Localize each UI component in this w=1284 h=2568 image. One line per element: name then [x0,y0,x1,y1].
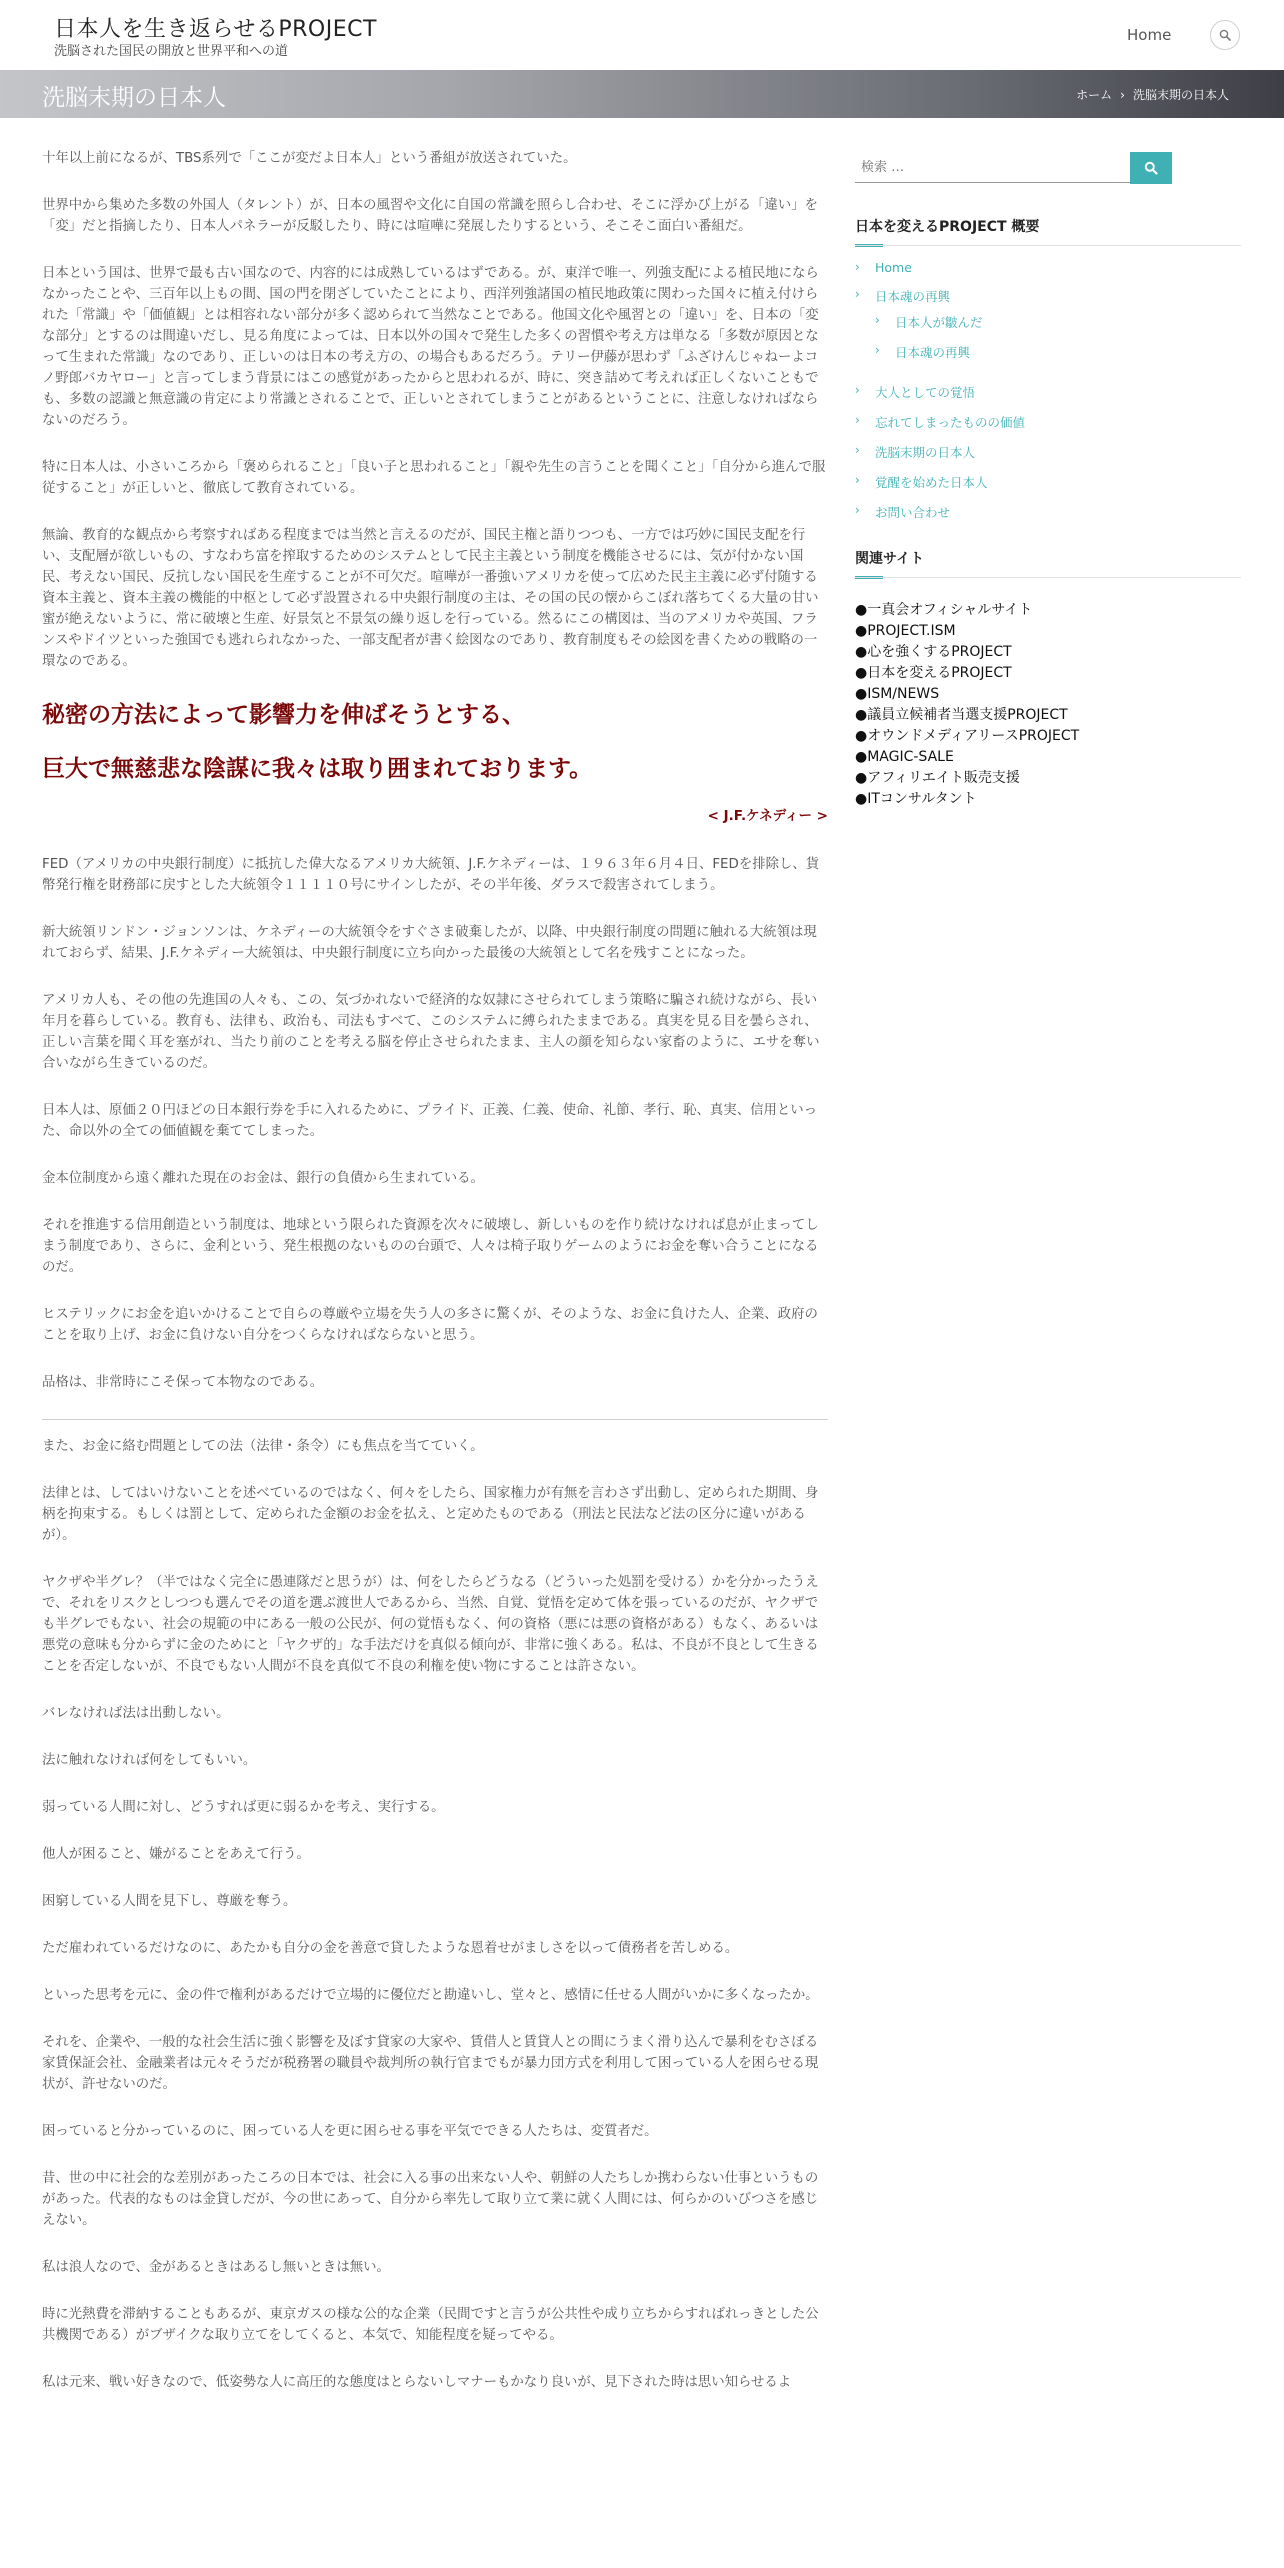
menu-item-label: 洗脳末期の日本人 [875,445,976,460]
quote-author: < J.F.ケネディー > [707,808,828,824]
article-paragraph: 新大統領リンドン・ジョンソンは、ケネディーの大統領令をすぐさま破棄したが、以降、中央銀行制度の問題に触れる大統領は現れておらず、結果、J.F.ケネディー大統領は、中央銀行制度に立ち向かった最後の大統領として名を残すことになった。 [42,925,817,961]
article-paragraph: ヤクザや半グレ？（半ではなく完全に愚連隊だと思うが）は、何をしたらどうなる（どういった処罰を受ける）かを分かったうえで、それをリスクとしつつも選んでその道を選ぶ渡世人であるから、当然、自覚、覚悟を定めて体を張っているのだが、ヤクザでも半グレでもない、社会の規範の中にある一般の公民が、何の覚悟もなく、何の資格（悪には悪の資格がある）もなく、あるいは悪党の意味も分からずに金のためにと「ヤクザ的」な手法だけを真似る傾向が、非常に強くある。私は、不良が不良として生きることを否定しないが、不良でもない人間が不良を真似て不良の利権を使い物にすることは許さない。 [42,1575,819,1674]
related-link[interactable]: ●ITコンサルタント [855,791,977,807]
article-paragraph: FED（アメリカの中央銀行制度）に抵抗した偉大なるアメリカ大統領、J.F.ケネディーは、１９６３年６月４日、FEDを排除し、貨幣発行権を財務部に戻すとした大統領令１１１１０号にサインしたが、その半年後、ダラスで殺害されてしまう。 [42,857,820,893]
article-content [42,148,828,2419]
article-paragraph: ヒステリックにお金を追いかけることで自らの尊厳や立場を失う人の多さに驚くが、そのような、お金に負けた人、企業、政府のことを取り上げ、お金に負けない自分をつくらなければならないと思う。 [42,1307,818,1343]
article-paragraph: それを、企業や、一般的な社会生活に強く影響を及ぼす貸家の大家や、賃借人と賃貸人との間にうまく滑り込んで暴利をむさぼる家賃保証会社、金融業者は元々そうだが税務署の職員や裁判所の執行官までもが暴力団方式を利用して困っている人を困らせる現状が、許せないのだ。 [42,2035,819,2092]
chevron-right-icon: › [855,383,860,397]
quote-line: 巨大で無慈悲な陰謀に我々は取り囲まれております。 [42,756,593,782]
menu-item-label: 忘れてしまったものの価値 [875,415,1026,430]
related-link[interactable]: ●議員立候補者当選支援PROJECT [855,707,1068,723]
article-paragraph: また、お金に絡む問題としての法（法律・条令）にも焦点を当てていく。 [42,1439,484,1454]
article-paragraph: 日本という国は、世界で最も古い国なので、内容的には成熟しているはずである。が、東洋で唯一、列強支配による植民地にならなかったことや、三百年以上もの間、国の門を閉ざしていたことにより、西洋列強諸国の植民地政策に関わった国々に植え付けられた「常識」や「価値観」とは相容れない部分が多く認められて当然なことである。他国文化や風習との「違い」を、日本の「変な部分」とするのは間違いだし、見る角度によっては、日本以外の国々で発生した多くの習慣や考え方は単なる「多数が原因となって生まれた常識」なのであり、正しいのは日本の考え方の、の場合もあるだろう。テリー伊藤が思わず「ふざけんじゃねーよコノ野郎バカヤロー」と言ってしまう背景にはこの感覚があったからと思われるが、時に、突き詰めて考えれば正しくないこともでも、多数の認識と無意識の肯定により常識とされることで、正しいとされてしまうことがあるということに、注意しなければならないのだろう。 [42,266,819,428]
menu-item-label: 日本人が皺んだ [895,315,983,330]
article-paragraph: 私は元来、戦い好きなので、低姿勢な人に高圧的な態度はとらないしマナーもかなり良いが、見下された時は思い知らせるよ [42,2375,792,2390]
article-paragraph: バレなければ法は出動しない。 [42,1706,230,1721]
menu-item-home[interactable] [855,260,1241,275]
header-search-button[interactable] [1210,20,1240,50]
quote-line: 秘密の方法によって影響力を伸ばそうとする、 [42,702,525,728]
article-paragraph: 時に光熱費を滞納することもあるが、東京ガスの様な公的な企業（民間ですと言うが公共性や成り立ちからすればれっきとした公共機関である）がブザイクな取り立てをしてくると、本気で、知能程度を疑ってやる。 [42,2307,819,2343]
menu-item-forgotten-values[interactable] [855,413,1241,431]
article-paragraph: 私は浪人なので、金があるときはあるし無いときは無い。 [42,2260,390,2275]
search-icon [1144,161,1158,175]
nav-home-link[interactable]: Home [1127,26,1172,44]
article-paragraph: といった思考を元に、金の件で権利があるだけで立場的に優位だと勘違いし、堂々と、感情に任せる人間がいかに多くなったか。 [42,1988,819,2003]
menu-item-contact[interactable] [855,503,1241,521]
breadcrumb-home[interactable]: ホーム [1076,88,1113,102]
sidebar-search-button[interactable] [1130,152,1172,184]
menu-item-revival[interactable] [855,287,1241,305]
chevron-right-icon: › [875,313,880,327]
article-paragraph: 他人が困ること、嫌がることをあえて行う。 [42,1847,310,1862]
widget-title: 日本を変えるPROJECT 概要 [855,219,1040,235]
menu-item-label: お問い合わせ [875,505,951,520]
article-paragraph: 法律とは、してはいけないことを述べているのではなく、何々をしたら、国家権力が有無を言わさず出動し、定められた期間、身柄を拘束する。もしくは罰として、定められた金額のお金を払え、と定めたものである（刑法と民法など法の区分に違いがあるが）。 [42,1486,819,1543]
menu-item-label: 大人としての覚悟 [875,385,976,400]
overview-menu [855,260,1241,521]
chevron-right-icon: › [855,443,860,457]
page-title: 洗脳末期の日本人 [42,85,226,111]
article-paragraph: 困っていると分かっているのに、困っている人を更に困らせる事を平気でできる人たちは、変質者だ。 [42,2124,658,2139]
article-paragraph: 昔、世の中に社会的な差別があったころの日本では、社会に入る事の出来ない人や、朝鮮の人たちしか携わらない仕事というものがあった。代表的なものは金貸しだが、今の世にあって、自分から率先して取り立て業に就く人間には、何らかのいびつさを感じえない。 [42,2171,819,2228]
article-paragraph: 日本人は、原価２０円ほどの日本銀行券を手に入れるために、プライド、正義、仁義、使命、礼節、孝行、恥、真実、信用といった、命以外の全ての価値観を棄ててしまった。 [42,1103,818,1139]
article-paragraph: 弱っている人間に対し、どうすれば更に弱るかを考え、実行する。 [42,1800,445,1815]
related-link[interactable]: ●PROJECT.ISM [855,623,956,639]
article-paragraph: 世界中から集めた多数の外国人（タレント）が、日本の風習や文化に自国の常識を照らし合わせ、そこに浮かび上がる「違い」を「変」だと指摘したり、日本人パネラーが反駁したり、時には喧嘩に発展したりするという、そこそこ面白い番組だ。 [42,198,818,234]
widget-project-overview [855,216,1241,533]
article-paragraph: アメリカ人も、その他の先進国の人々も、この、気づかれないで経済的な奴隷にさせられてしまう策略に騙され続けながら、長い年月を暮らしている。教育も、法律も、政治も、司法もすべて、このシステムに縛られたままである。真実を見る目を曇らされ、正しい言葉を聞く耳を塞がれ、当たり前のことを考える脳を停止させられたまま、主人の顔を知らない家畜のように、エサを奪い合いながら生きているのだ。 [42,993,820,1071]
sidebar-search-input[interactable] [855,152,1135,183]
chevron-right-icon: › [855,287,860,301]
article-paragraph: それを推進する信用創造という制度は、地球という限られた資源を次々に破壊し、新しいものを作り続けなければ息が止まってしまう制度であり、さらに、金利という、発生根拠のないものの台頭で、人々は椅子取りゲームのようにお金を奪い合うことになるのだ。 [42,1218,819,1275]
section-divider [42,1419,828,1420]
article-paragraph: 十年以上前になるが、TBS系列で「ここが変だよ日本人」という番組が放送されていた。 [42,151,577,166]
menu-subitem[interactable] [875,343,1241,361]
site-title[interactable]: 日本人を生き返らせるPROJECT [54,17,377,42]
article-paragraph: 金本位制度から遠く離れた現在のお金は、銀行の負債から生まれている。 [42,1171,484,1186]
article-paragraph: 品格は、非常時にこそ保って本物なのである。 [42,1375,324,1390]
widget-title: 関連サイト [855,551,925,567]
menu-item-brainwashed[interactable] [855,443,1241,461]
search-icon [1219,29,1231,41]
related-link[interactable]: ●オウンドメディアリースPROJECT [855,728,1080,744]
menu-subitem[interactable] [875,313,1241,331]
related-link[interactable]: ●一真会オフィシャルサイト [855,602,1033,618]
article-paragraph: 特に日本人は、小さいころから「褒められること」「良い子と思われること」「親や先生の言うことを聞くこと」「自分から進んで服従すること」が正しいと、徹底して教育されている。 [42,460,826,496]
article-paragraph: 困窮している人間を見下し、尊厳を奪う。 [42,1894,297,1909]
breadcrumb [1076,86,1229,103]
breadcrumb-current: 洗脳末期の日本人 [1132,88,1229,102]
widget-related-sites [855,548,1241,810]
chevron-right-icon: › [875,343,880,357]
related-link[interactable]: ●心を強くするPROJECT [855,644,1012,660]
related-links [855,600,1241,810]
related-link[interactable]: ●日本を変えるPROJECT [855,665,1012,681]
breadcrumb-separator-icon: › [1120,88,1125,102]
menu-item-label: Home [875,260,912,275]
page-title-banner [0,70,1284,118]
related-link[interactable]: ●MAGIC-SALE [855,749,954,765]
chevron-right-icon: › [855,473,860,487]
article-paragraph: 法に触れなければ何をしてもいい。 [42,1753,257,1768]
chevron-right-icon: › [855,260,860,274]
site-tagline: 洗脳された国民の開放と世界平和への道 [54,44,289,59]
menu-item-label: 日本魂の再興 [875,289,951,304]
menu-item-label: 日本魂の再興 [895,345,971,360]
related-link[interactable]: ●アフィリエイト販売支援 [855,770,1020,786]
menu-item-label: 覚醒を始めた日本人 [875,475,988,490]
menu-item-resolve[interactable] [855,383,1241,401]
widget-rule [855,245,1241,246]
article-paragraph: 無論、教育的な観点から考察すればある程度までは当然と言えるのだが、国民主権と語りつつも、一方では巧妙に国民支配を行い、支配層が欲しいもの、すなわち富を搾取するためのシステムとして民主主義という制度を機能させるには、気が付かない国民、考えない国民、反抗しない国民を生産することが不可欠だ。喧嘩が一番強いアメリカを使って広めた民主主義に必ず付随する資本主義と、資本主義の機能的中枢として必ず設置される中央銀行制度の主は、その国の民の懐からこぼれ落ちてくる大量の甘い蜜が絶えないように、常に破壊と生産、好景気と不景気の繰り返しを行っている。然るにこの構図は、当のアメリカや英国、フランスやドイツといった強国でも逃れられなかった、一部支配者が書く絵図なのであり、教育制度もその絵図を書くための戦略の一環なのである。 [42,528,819,669]
article-paragraph: ただ雇われているだけなのに、あたかも自分の金を善意で貸したような恩着せがましさを以って債務者を苦しめる。 [42,1941,739,1956]
menu-item-awakening[interactable] [855,473,1241,491]
chevron-right-icon: › [855,413,860,427]
related-link[interactable]: ●ISM/NEWS [855,686,940,702]
chevron-right-icon: › [855,503,860,517]
site-header [0,0,1284,70]
widget-rule [855,577,1241,578]
